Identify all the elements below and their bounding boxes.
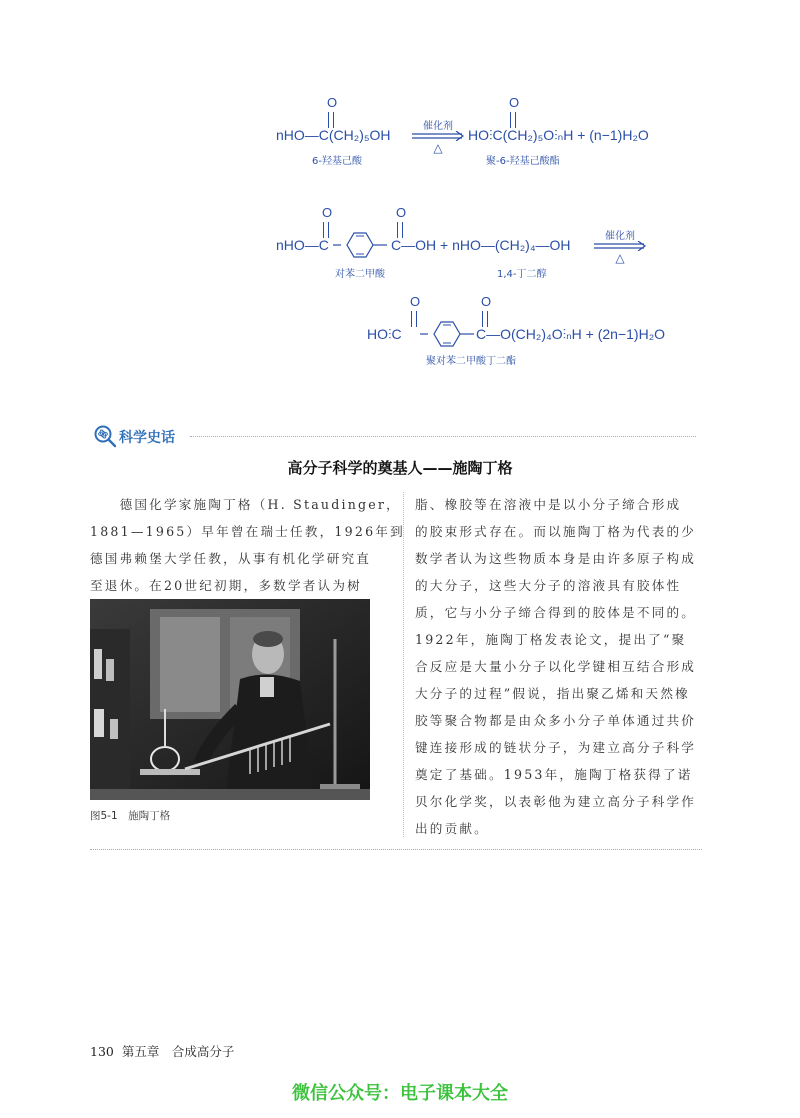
reaction-2-product-label: 聚对苯二甲酸丁二酯 [426,356,516,367]
double-bond [328,112,334,128]
carbonyl-oxygen: O [322,205,333,220]
equilibrium-arrow-icon [410,131,466,141]
article-heading: 高分子科学的奠基人——施陶丁格 [287,459,513,477]
left-column-text [90,491,405,599]
chapter-title: 第五章 合成高分子 [121,1044,235,1059]
section-title: 科学史话 [119,430,175,446]
reaction-1-product: HO⫶C(CH₂)₅O⫶ₙH + (n−1)H₂O [468,127,649,143]
text-line: 合反应是大量小分子以化学键相互结合形成 [415,659,697,674]
double-bond [323,222,329,238]
page-number: 130 [90,1044,114,1059]
text-line: 出的贡献。 [415,821,489,836]
equilibrium-arrow-icon [592,241,648,251]
double-bond [397,222,403,238]
text-line: 德国弗赖堡大学任教，从事有机化学研究直 [90,551,372,566]
text-line: 数学者认为这些物质本身是由许多原子构成 [415,551,697,566]
section-bottom-divider [90,849,702,850]
heat-symbol: △ [615,251,625,265]
text-line: 胶等聚合物都是由众多小分子单体通过共价 [415,713,697,728]
column-divider [403,492,404,837]
carbonyl-oxygen: O [410,294,421,309]
text-line: 德国化学家施陶丁格（H. Staudinger， [90,497,401,512]
text-line: 键连接形成的链状分子，为建立高分子科学 [415,740,697,755]
heat-symbol: △ [433,141,443,155]
reaction-1-reactant-label: 6-羟基己酸 [312,156,362,167]
text-line: 质，它与小分子缔合得到的胶体是不同的。 [415,605,697,620]
carbonyl-oxygen: O [396,205,407,220]
reaction-2-product-left: HO⫶C [367,326,402,342]
carbonyl-oxygen: O [481,294,492,309]
carbonyl-oxygen: O [509,95,520,110]
photo-illustration [90,599,370,800]
text-line: 大分子的过程”假说，指出聚乙烯和天然橡 [415,686,690,701]
catalyst-label: 催化剂 [605,231,635,242]
benzene-ring-icon [420,319,474,349]
watermark-text: 微信公众号：电子课本大全 [292,1083,508,1104]
reaction-1-product-label: 聚-6-羟基己酸酯 [486,156,560,167]
text-line: 奠定了基础。1953年，施陶丁格获得了诺 [415,767,693,782]
page-footer [90,1042,234,1060]
text-line: 的大分子，这些大分子的溶液具有胶体性 [415,578,682,593]
catalyst-label: 催化剂 [423,121,453,132]
text-line: 1881—1965）早年曾在瑞士任教，1926年到 [90,524,405,539]
reaction-2-reactant-right: C—OH + nHO—(CH₂)₄—OH [391,237,571,253]
double-bond [482,311,488,327]
section-divider [190,436,696,437]
reaction-1-reactant: nHO—C(CH₂)₅OH [276,127,391,143]
reaction-2-arrow [592,227,648,267]
carbonyl-oxygen: O [327,95,338,110]
reaction-2-product-right: C—O(CH₂)₄O⫶ₙH + (2n−1)H₂O [476,326,666,342]
staudinger-photo [90,599,370,800]
double-bond [510,112,516,128]
magnifier-atom-icon [93,424,117,448]
reaction-2-reactant-left: nHO—C [276,237,329,253]
double-bond [411,311,417,327]
figure-caption: 图5-1 施陶丁格 [90,810,171,822]
right-column-text [415,491,696,842]
reaction-1-arrow [410,117,466,157]
text-line: 至退休。在20世纪初期，多数学者认为树 [90,578,362,593]
text-line: 1922年，施陶丁格发表论文，提出了“聚 [415,632,687,647]
benzene-ring-icon [333,230,387,260]
text-line: 贝尔化学奖，以表彰他为建立高分子科学作 [415,794,697,809]
reaction-2-reactant-a-label: 对苯二甲酸 [335,269,385,280]
text-line: 的胶束形式存在。而以施陶丁格为代表的少 [415,524,697,539]
text-line: 脂、橡胶等在溶液中是以小分子缔合形成 [415,497,682,512]
reaction-2-reactant-b-label: 1,4-丁二醇 [497,269,547,280]
